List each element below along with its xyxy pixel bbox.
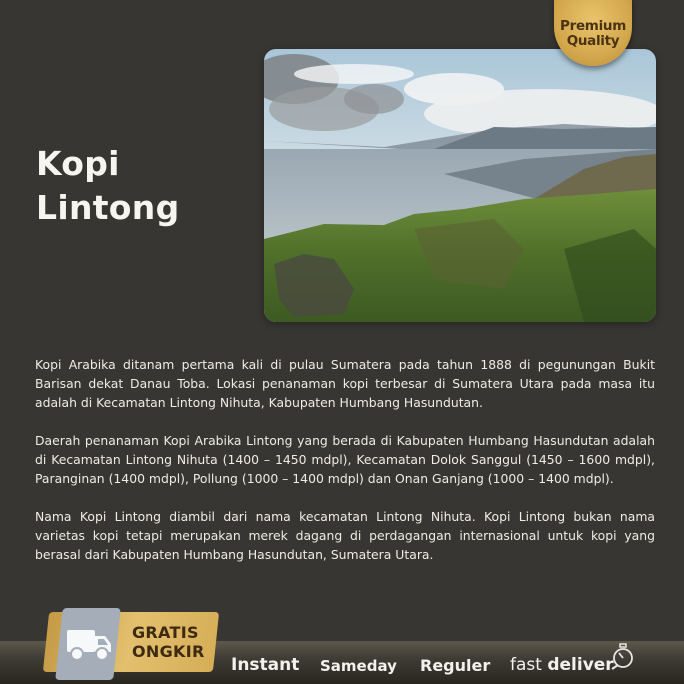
shipping-reguler: Reguler (420, 656, 491, 675)
fast-text: fast (510, 655, 548, 675)
paragraph-2: Daerah penanaman Kopi Arabika Lintong yang berada di Kabupaten Humbang Hasundutan adalah di Kecamatan Lintong Nihuta (1400 – 1450 mdpl), Kecamatan Dolok Sanggul (1450 – 1600 mdpl), Paranginan (1400 mdpl), Pollung (1000 – 1400 mdpl) dan Onan Ganjang (1000 – 1400 mdpl). (35, 433, 655, 486)
badge-line-1: Premium (560, 18, 626, 34)
gratis-ongkir-label (132, 623, 205, 661)
deliver-text: deliver (547, 655, 614, 675)
badge-line-2: Quality (566, 33, 620, 49)
ongkir-label: ONGKIR (132, 642, 205, 661)
description (35, 355, 655, 583)
landscape-photo (264, 49, 656, 322)
title-line-2: Lintong (36, 188, 180, 227)
paragraph-1: Kopi Arabika ditanam pertama kali di pulau Sumatera pada tahun 1888 di pegunungan Bukit Barisan dekat Danau Toba. Lokasi penanaman kopi terbesar di Sumatera Utara pada masa itu adalah di Kecamatan Lintong Nihuta, Kabupaten Humbang Hasundutan. (35, 357, 655, 410)
gratis-ongkir-badge (46, 612, 216, 672)
gratis-label: GRATIS (132, 623, 199, 642)
landscape-image (264, 49, 656, 322)
stopwatch-icon (610, 643, 636, 671)
fast-delivery-logo (510, 655, 614, 675)
page-title (36, 142, 180, 230)
truck-icon (66, 628, 112, 662)
shipping-sameday: Sameday (320, 657, 397, 675)
title-line-1: Kopi (36, 144, 120, 183)
paragraph-3: Nama Kopi Lintong diambil dari nama kecamatan Lintong Nihuta. Kopi Lintong bukan nama varietas kopi tetapi merupakan merek dagang di perdagangan internasional untuk kopi yang berasal dari Kabupaten Humbang Hasundutan, Sumatera Utara. (35, 509, 655, 562)
shipping-instant: Instant (231, 655, 300, 675)
